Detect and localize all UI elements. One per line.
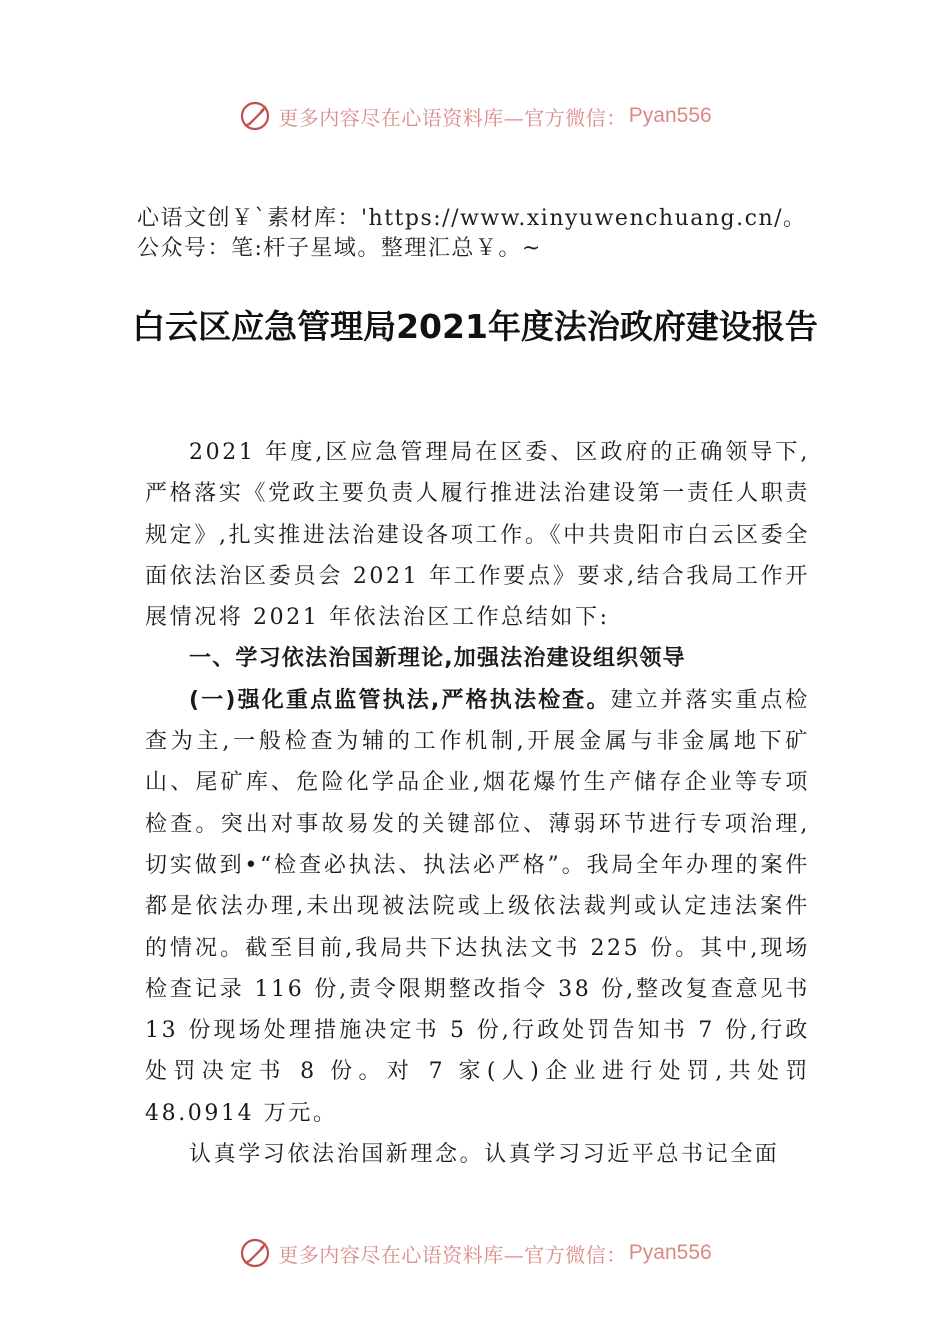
document-body xyxy=(145,432,810,1175)
intro-paragraph: 2021 年度,区应急管理局在区委、区政府的正确领导下,严格落实《党政主要负责人履行推进法治建设第一责任人职责规定》,扎实推进法治建设各项工作。《中共贵阳市白云区委全面依法治区委员会 2021 年工作要点》要求,结合我局工作开展情况将 2021 年依法治区工作总结如下: xyxy=(145,440,810,631)
source-note: 心语文创￥`素材库：'https://www.xinyuwenchuang.cn/。公众号：笔:杆子星域。整理汇总￥。~ xyxy=(137,206,807,261)
closing-paragraph: 认真学习依法治国新理念。认真学习习近平总书记全面 xyxy=(189,1142,780,1168)
banner-wechat-handle: Pyan556 xyxy=(628,1241,712,1264)
quill-logo-icon xyxy=(238,1236,272,1270)
banner-text: 更多内容尽在心语资料库—官方微信： xyxy=(278,105,627,130)
header-watermark-banner xyxy=(0,96,950,136)
banner-text: 更多内容尽在心语资料库—官方微信： xyxy=(278,1242,627,1267)
banner-wechat-handle: Pyan556 xyxy=(628,104,712,127)
subsection-lead: (一)强化重点监管执法,严格执法检查。 xyxy=(189,687,611,713)
subsection-text: 建立并落实重点检查为主,一般检查为辅的工作机制,开展金属与非金属地下矿山、尾矿库、危险化学品企业,烟花爆竹生产储存企业等专项检查。突出对事故易发的关键部位、薄弱环节进行专项治理,切实做到•“检查必执法、执法必严格”。我局全年办理的案件都是依法办理,未出现被法院或上级依法裁判或认定违法案件的情况。截至目前,我局共下达执法文书 225 份。其中,现场检查记录 116 份,责令限期整改指令 38 份,整改复查意见书 13 份现场处理措施决定书 5 份,行政处罚告知书 7 份,行政处罚决定书 8 份。对 7 家(人)企业进行处罚,共处罚 48.0914 万元。 xyxy=(145,687,810,1126)
quill-logo-icon xyxy=(238,99,272,133)
subsection-paragraph xyxy=(145,680,810,1134)
document-title: 白云区应急管理局2021年度法治政府建设报告 xyxy=(132,307,818,346)
footer-watermark-banner xyxy=(0,1233,950,1273)
section-heading: 一、学习依法治国新理论,加强法治建设组织领导 xyxy=(189,646,686,672)
